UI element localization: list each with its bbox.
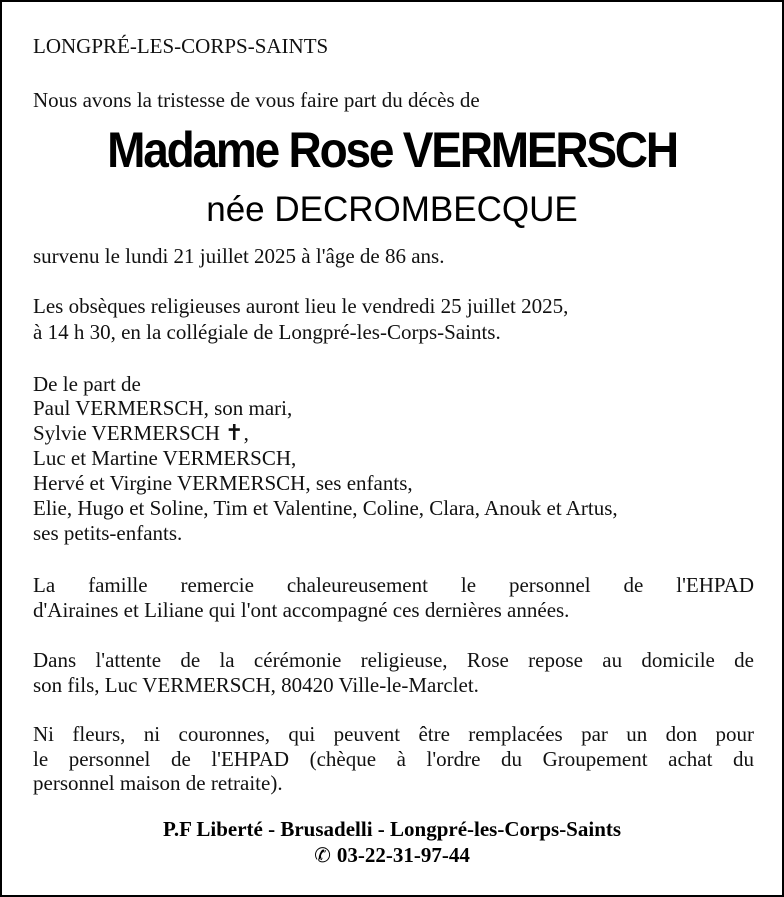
daughter-name: Sylvie VERMERSCH [33, 421, 220, 445]
location-heading: LONGPRÉ-LES-CORPS-SAINTS [33, 34, 329, 58]
phone-icon: ✆ [314, 843, 331, 867]
flowers-paragraph [33, 722, 754, 796]
grandchildren-line-2: ses petits-enfants. [33, 521, 183, 545]
rest-line-1: Dans l'attente de la cérémonie religieuse, Rose repose au domicile de [33, 648, 754, 672]
rest-paragraph [33, 648, 754, 697]
grandchildren-line-1: Elie, Hugo et Soline, Tim et Valentine, Coline, Clara, Anouk et Artus, [33, 496, 618, 520]
family-son-1: Luc et Martine VERMERSCH, [33, 446, 297, 470]
rest-line-2: son fils, Luc VERMERSCH, 80420 Ville-le-Marclet. [33, 672, 479, 697]
maiden-name: née DECROMBECQUE [206, 190, 578, 229]
flowers-line-2: le personnel de l'EHPAD (chèque à l'ordre du Groupement achat du [33, 746, 754, 771]
phone-line [2, 843, 782, 868]
family-daughter [33, 421, 249, 447]
daughter-suffix: , [243, 421, 249, 445]
family-son-2: Hervé et Virgine VERMERSCH, ses enfants, [33, 471, 413, 495]
cross-icon: ✝ [225, 421, 244, 446]
funeral-home: P.F Liberté - Brusadelli - Longpré-les-Corps-Saints [162, 817, 622, 841]
family-header: De le part de [33, 372, 141, 396]
thanks-line-2: d'Airaines et Liliane qui l'ont accompagné ces dernières années. [33, 597, 570, 622]
family-husband: Paul VERMERSCH, son mari, [33, 396, 293, 420]
flowers-line-3: personnel maison de retraite). [33, 771, 283, 795]
phone-number: 03-22-31-97-44 [336, 843, 470, 867]
deceased-name: Madame Rose VERMERSCH [107, 122, 677, 178]
death-info: survenu le lundi 21 juillet 2025 à l'âge de 86 ans. [33, 244, 445, 268]
thanks-line-1: La famille remercie chaleureusement le personnel de l'EHPAD [33, 573, 754, 597]
funeral-line-2: à 14 h 30, en la collégiale de Longpré-les-Corps-Saints. [33, 320, 501, 344]
thanks-paragraph [33, 573, 754, 622]
intro-text: Nous avons la tristesse de vous faire part du décès de [33, 88, 480, 112]
flowers-line-1: Ni fleurs, ni couronnes, qui peuvent être remplacées par un don pour [33, 722, 754, 746]
funeral-line-1: Les obsèques religieuses auront lieu le vendredi 25 juillet 2025, [33, 294, 569, 318]
